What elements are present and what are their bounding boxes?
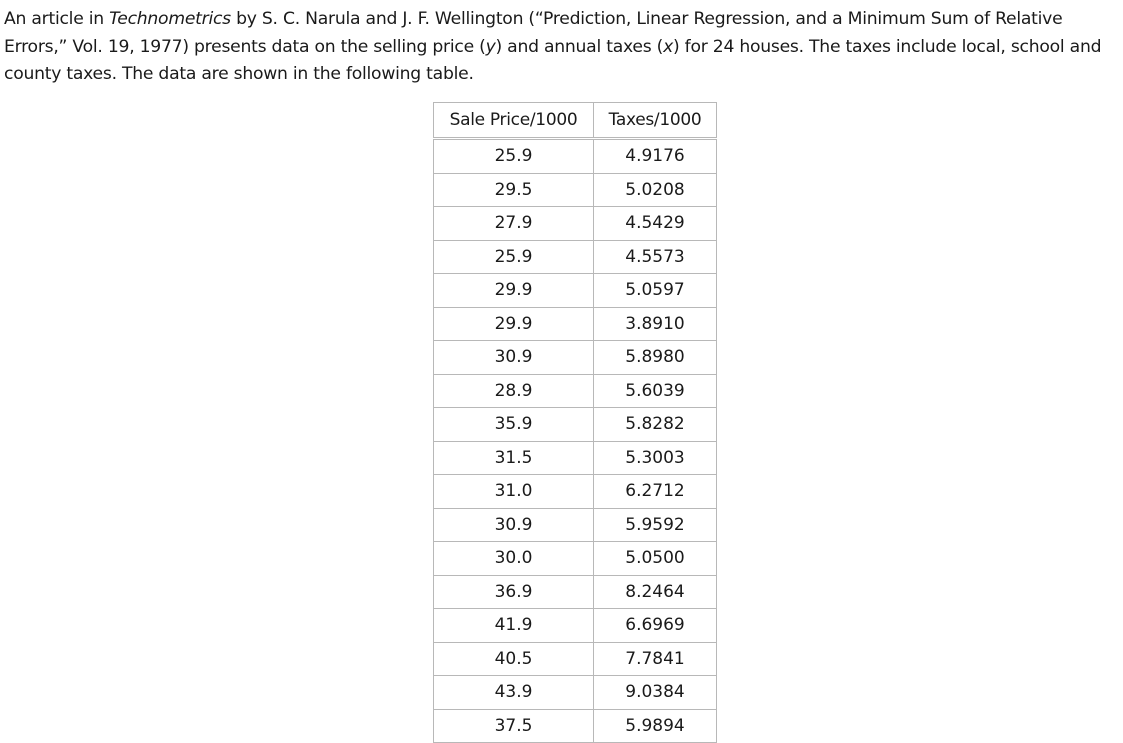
table-row — [434, 542, 717, 576]
table-row — [434, 139, 717, 174]
taxes-cell: 8.2464 — [594, 575, 717, 609]
table-row — [434, 240, 717, 274]
sale-price-cell: 27.9 — [434, 207, 594, 241]
table-row — [434, 575, 717, 609]
table-row — [434, 374, 717, 408]
sale-price-cell: 31.0 — [434, 475, 594, 509]
sale-price-cell: 30.9 — [434, 341, 594, 375]
taxes-cell: 4.5573 — [594, 240, 717, 274]
header-sale-price: Sale Price/1000 — [434, 103, 594, 139]
table-row — [434, 475, 717, 509]
y-variable: y — [485, 36, 496, 57]
taxes-cell: 4.5429 — [594, 207, 717, 241]
problem-statement — [4, 6, 1119, 89]
journal-name: Technometrics — [109, 9, 231, 29]
taxes-cell: 9.0384 — [594, 676, 717, 710]
sale-price-cell: 30.9 — [434, 508, 594, 542]
sale-price-cell: 31.5 — [434, 441, 594, 475]
data-table-container — [433, 102, 717, 743]
sale-price-cell: 28.9 — [434, 374, 594, 408]
sale-price-cell: 29.9 — [434, 274, 594, 308]
taxes-cell: 3.8910 — [594, 307, 717, 341]
table-row — [434, 676, 717, 710]
header-taxes: Taxes/1000 — [594, 103, 717, 139]
taxes-cell: 4.9176 — [594, 139, 717, 174]
taxes-cell: 5.9592 — [594, 508, 717, 542]
house-data-table — [433, 102, 717, 743]
table-row — [434, 441, 717, 475]
taxes-cell: 5.8980 — [594, 341, 717, 375]
table-row — [434, 173, 717, 207]
intro-text-3: ) and annual taxes ( — [495, 36, 664, 57]
table-row — [434, 408, 717, 442]
sale-price-cell: 25.9 — [434, 240, 594, 274]
sale-price-cell: 30.0 — [434, 542, 594, 576]
sale-price-cell: 43.9 — [434, 676, 594, 710]
sale-price-cell: 36.9 — [434, 575, 594, 609]
taxes-cell: 5.9894 — [594, 709, 717, 743]
sale-price-cell: 37.5 — [434, 709, 594, 743]
table-row — [434, 274, 717, 308]
sale-price-cell: 41.9 — [434, 609, 594, 643]
sale-price-cell: 29.9 — [434, 307, 594, 341]
intro-text-2: by S. C. Narula and J. F. Wellington (“Prediction, Linear Regression, and a Minimum Sum of Relative Errors,” Vol. 19, 1977) presents data on the selling price ( — [4, 9, 1063, 57]
taxes-cell: 5.0597 — [594, 274, 717, 308]
table-body — [434, 139, 717, 743]
table-row — [434, 207, 717, 241]
table-row — [434, 508, 717, 542]
table-header-row — [434, 103, 717, 139]
taxes-cell: 5.0208 — [594, 173, 717, 207]
table-row — [434, 341, 717, 375]
taxes-cell: 6.6969 — [594, 609, 717, 643]
taxes-cell: 7.7841 — [594, 642, 717, 676]
intro-text-1: An article in — [4, 9, 110, 29]
table-row — [434, 609, 717, 643]
sale-price-cell: 29.5 — [434, 173, 594, 207]
sale-price-cell: 35.9 — [434, 408, 594, 442]
taxes-cell: 6.2712 — [594, 475, 717, 509]
taxes-cell: 5.3003 — [594, 441, 717, 475]
taxes-cell: 5.0500 — [594, 542, 717, 576]
table-row — [434, 642, 717, 676]
sale-price-cell: 40.5 — [434, 642, 594, 676]
taxes-cell: 5.6039 — [594, 374, 717, 408]
table-row — [434, 709, 717, 743]
taxes-cell: 5.8282 — [594, 408, 717, 442]
sale-price-cell: 25.9 — [434, 139, 594, 174]
x-variable: x — [663, 36, 673, 57]
table-row — [434, 307, 717, 341]
intro-text-4: ) for 24 houses. The taxes include local, school and county taxes. The data are shown in the following table. — [4, 36, 1102, 84]
